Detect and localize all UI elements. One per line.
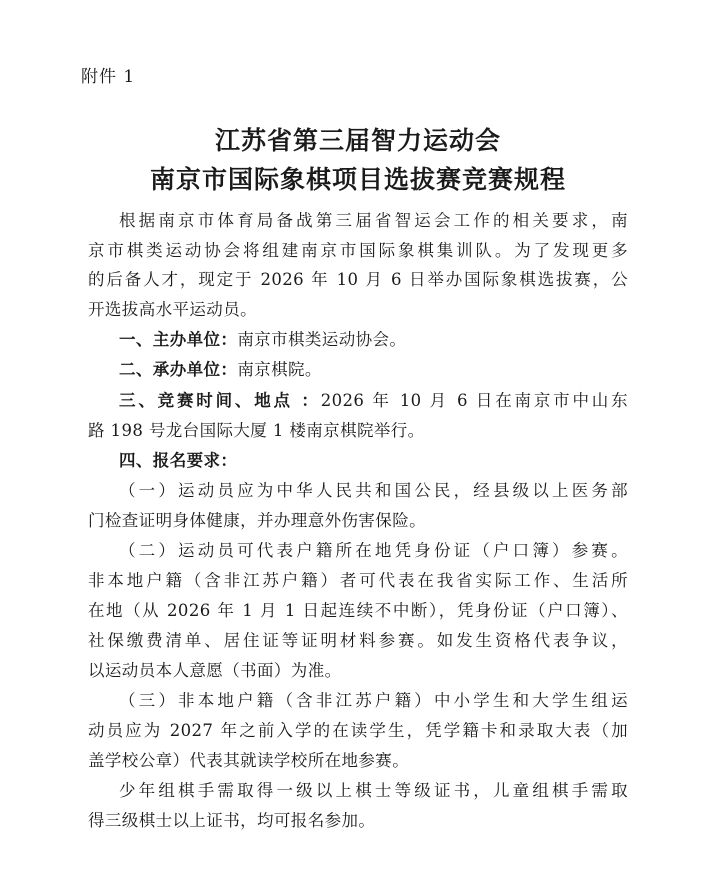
intro-line-2: 京市棋类运动协会将组建南京市国际象棋集训队。为了发现更多 xyxy=(88,241,628,260)
time-value-line-2: 路 198 号龙台国际大厦 1 楼南京棋院举行。 xyxy=(88,421,425,440)
host-label: 一、主办单位： xyxy=(119,330,238,349)
note-line-1: 少年组棋手需取得一级以上棋士等级证书，儿童组棋手需取 xyxy=(119,781,628,800)
host-value: 南京市棋类运动协会。 xyxy=(237,330,407,349)
intro-line-4: 开选拔高水平运动员。 xyxy=(88,300,257,319)
req-item2-line-3: 在地（从 2026 年 1 月 1 日起连续不中断），凭身份证（户口簿）、 xyxy=(88,601,628,620)
intro-line-3: 的后备人才，现定于 2026 年 10 月 6 日举办国际象棋选拔赛，公 xyxy=(88,270,628,289)
req-item3-line-1: （三）非本地户籍（含非江苏户籍）中小学生和大学生组运 xyxy=(119,691,628,710)
req-item3-line-3: 盖学校公章）代表其就读学校所在地参赛。 xyxy=(88,751,410,770)
title-line-2: 南京市国际象棋项目选拔赛竞赛规程 xyxy=(149,165,566,194)
attachment-label: 附件 1 xyxy=(81,67,136,87)
time-value-line-1: 2026 年 10 月 6 日在南京市中山东 xyxy=(320,391,628,410)
section-time-line-1 xyxy=(119,388,628,414)
note-line-2: 得三级棋士以上证书，均可报名参加。 xyxy=(88,811,376,830)
req-item2-line-4: 社保缴费清单、居住证等证明材料参赛。如发生资格代表争议， xyxy=(88,631,628,650)
title-line-1: 江苏省第三届智力运动会 xyxy=(214,126,501,155)
intro-line-1: 根据南京市体育局备战第三届省智运会工作的相关要求，南 xyxy=(119,211,628,230)
requirements-label: 四、报名要求： xyxy=(119,451,238,470)
req-item2-line-1: （二）运动员可代表户籍所在地凭身份证（户口簿）参赛。 xyxy=(119,541,628,560)
req-item2-line-5: 以运动员本人意愿（书面）为准。 xyxy=(88,661,342,680)
section-organizer xyxy=(119,357,628,383)
section-host xyxy=(119,327,628,353)
req-item3-line-2: 动员应为 2027 年之前入学的在读学生，凭学籍卡和录取大表（加 xyxy=(88,721,628,740)
organizer-label: 二、承办单位： xyxy=(119,360,238,379)
req-item1-line-2: 门检查证明身体健康，并办理意外伤害保险。 xyxy=(88,511,426,530)
organizer-value: 南京棋院。 xyxy=(237,360,322,379)
time-label: 三、竞赛时间、地点 ： xyxy=(119,391,321,410)
req-item1-line-1: （一）运动员应为中华人民共和国公民，经县级以上医务部 xyxy=(119,481,628,500)
req-item2-line-2: 非本地户籍（含非江苏户籍）者可代表在我省实际工作、生活所 xyxy=(88,571,628,590)
